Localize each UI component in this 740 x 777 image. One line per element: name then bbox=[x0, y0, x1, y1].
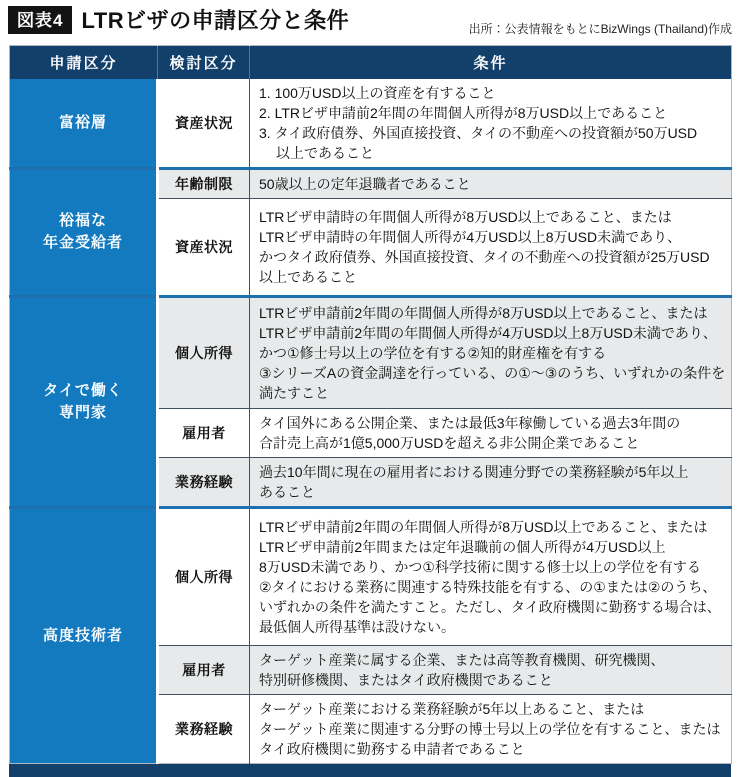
condition-line: タイ国外にある公開企業、または最低3年稼働している過去3年間の bbox=[259, 414, 681, 431]
table-bottom-bar bbox=[9, 764, 731, 777]
category-cell-professional bbox=[10, 296, 158, 507]
category-label: 富裕層 bbox=[58, 113, 107, 131]
condition-line: 満たすこと bbox=[259, 384, 329, 401]
condition-line: ③シリーズAの資金調達を行っている、の①～③のうち、いずれかの条件を bbox=[259, 364, 726, 381]
conditions-cell bbox=[250, 507, 732, 645]
column-header-conditions: 条件 bbox=[250, 46, 732, 79]
figure-title: LTRビザの申請区分と条件 bbox=[81, 8, 350, 33]
category-label: 年金受給者 bbox=[42, 234, 123, 251]
review-label: 年齢制限 bbox=[158, 168, 250, 198]
conditions-cell bbox=[250, 79, 732, 169]
conditions-cell bbox=[250, 296, 732, 408]
condition-line: LTRビザ申請前2年間の年間個人所得が4万USD以上8万USD未満であり、 bbox=[259, 324, 717, 341]
condition-line: LTRビザ申請前2年間または定年退職前の個人所得が4万USD以上 bbox=[259, 538, 666, 555]
condition-line: 特別研修機関、またはタイ政府機関であること bbox=[259, 671, 553, 688]
condition-line: 1. 100万USD以上の資産を有すること bbox=[259, 84, 496, 101]
category-label: 裕福な bbox=[58, 212, 107, 229]
source-note: 出所：公表情報をもとにBizWings (Thailand)作成 bbox=[468, 22, 732, 36]
category-label: タイで働く bbox=[43, 381, 123, 399]
category-label: 専門家 bbox=[58, 403, 107, 421]
review-label: 業務経験 bbox=[158, 457, 250, 507]
category-cell-wealthy bbox=[10, 79, 158, 169]
condition-line: 2. LTRビザ申請前2年間の年間個人所得が8万USD以上であること bbox=[259, 104, 668, 121]
review-label: 個人所得 bbox=[158, 507, 250, 645]
column-header-category: 申請区分 bbox=[10, 46, 158, 79]
category-cell-pensioner bbox=[10, 168, 158, 296]
conditions-cell bbox=[250, 198, 732, 296]
condition-line: LTRビザ申請前2年間の年間個人所得が8万USD以上であること、または bbox=[259, 518, 708, 535]
condition-line: LTRビザ申請時の年間個人所得が4万USD以上8万USD未満であり、 bbox=[259, 228, 682, 245]
condition-line: タイ政府機関に勤務する申請者であること bbox=[259, 740, 525, 757]
condition-line: ターゲット産業に関連する分野の博士号以上の学位を有すること、または bbox=[259, 720, 721, 737]
ltr-visa-table bbox=[9, 45, 732, 764]
review-label: 資産状況 bbox=[158, 79, 250, 169]
condition-line: あること bbox=[259, 483, 315, 500]
condition-line: いずれかの条件を満たすこと。ただし、タイ政府機関に勤務する場合は、 bbox=[259, 598, 721, 615]
conditions-cell bbox=[250, 408, 732, 457]
condition-line: ②タイにおける業務に関連する特殊技能を有する、の①または②のうち、 bbox=[259, 578, 717, 595]
review-label: 業務経験 bbox=[158, 694, 250, 763]
category-cell-highly-skilled bbox=[10, 507, 158, 763]
table-row bbox=[10, 296, 732, 408]
condition-line: LTRビザ申請時の年間個人所得が8万USD以上であること、または bbox=[259, 208, 672, 225]
review-label: 個人所得 bbox=[158, 296, 250, 408]
table-header-row bbox=[10, 46, 732, 79]
condition-line: 過去10年間に現在の雇用者における関連分野での業務経験が5年以上 bbox=[259, 463, 689, 480]
review-label: 雇用者 bbox=[158, 645, 250, 694]
condition-line: 50歳以上の定年退職者であること bbox=[259, 175, 471, 192]
condition-line: 8万USD未満であり、かつ①科学技術に関する修士以上の学位を有する bbox=[259, 558, 701, 575]
column-header-review: 検討区分 bbox=[158, 46, 250, 79]
category-label: 高度技術者 bbox=[42, 626, 123, 644]
condition-line: 3. タイ政府債券、外国直接投資、タイの不動産への投資額が50万USD bbox=[259, 124, 698, 141]
review-label: 雇用者 bbox=[158, 408, 250, 457]
conditions-cell bbox=[250, 168, 732, 198]
table-row bbox=[10, 168, 732, 198]
condition-line: 最低個人所得基準は設けない。 bbox=[259, 618, 455, 635]
condition-line: 以上であること bbox=[276, 144, 374, 161]
figure-tag-badge: 図表4 bbox=[8, 6, 72, 34]
condition-line: ターゲット産業に属する企業、または高等教育機関、研究機関、 bbox=[259, 651, 665, 668]
condition-line: LTRビザ申請前2年間の年間個人所得が8万USD以上であること、または bbox=[259, 304, 708, 321]
condition-line: 以上であること bbox=[259, 268, 357, 285]
conditions-cell bbox=[250, 645, 732, 694]
condition-line: かつ①修士号以上の学位を有する②知的財産権を有する bbox=[259, 344, 607, 361]
conditions-cell bbox=[250, 457, 732, 507]
condition-line: かつタイ政府債券、外国直接投資、タイの不動産への投資額が25万USD bbox=[259, 248, 710, 265]
condition-line: ターゲット産業における業務経験が5年以上あること、または bbox=[259, 700, 645, 717]
condition-line: 合計売上高が1億5,000万USDを超える非公開企業であること bbox=[259, 434, 640, 451]
conditions-cell bbox=[250, 694, 732, 763]
table-row bbox=[10, 507, 732, 645]
review-label: 資産状況 bbox=[158, 198, 250, 296]
figure-header bbox=[0, 0, 740, 45]
table-row bbox=[10, 79, 732, 169]
